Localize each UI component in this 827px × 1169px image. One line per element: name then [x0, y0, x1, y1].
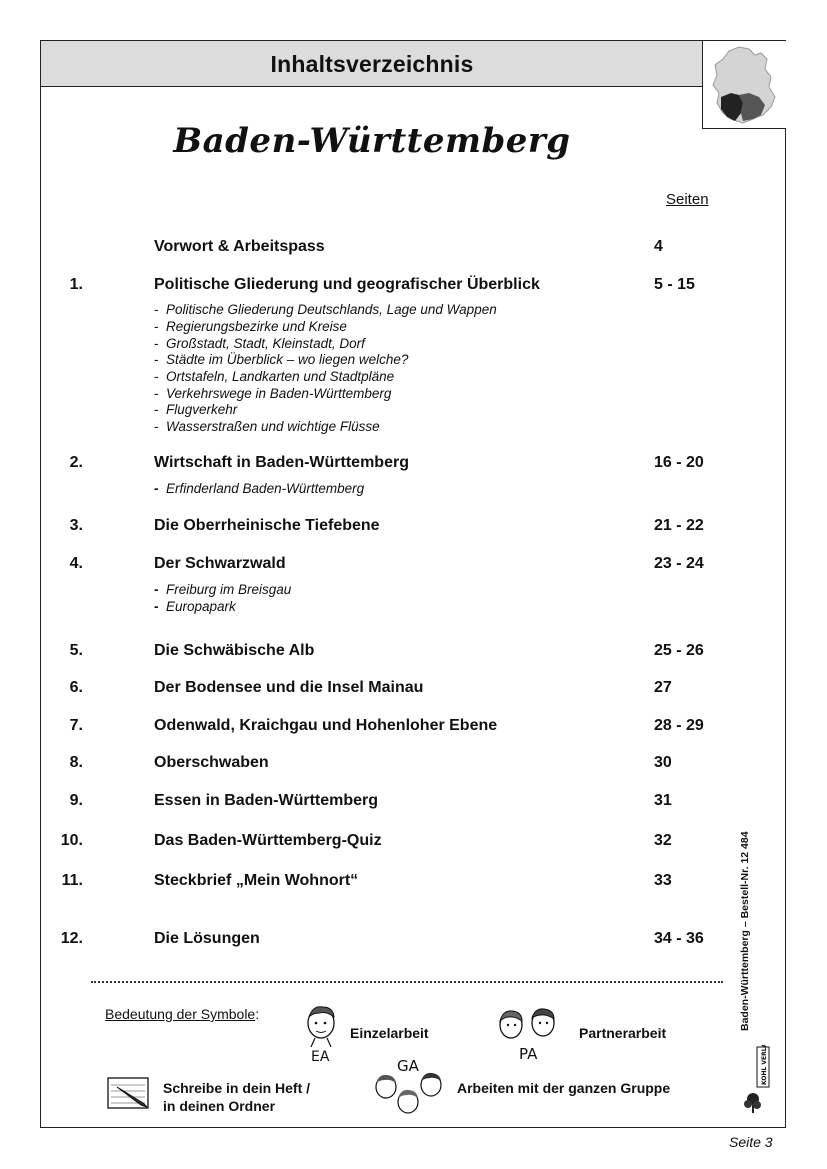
toc-subitem: - Flugverkehr	[154, 402, 238, 417]
toc-title: Die Oberrheinische Tiefebene	[154, 517, 380, 534]
legend-label: Bedeutung der Symbole:	[105, 1006, 260, 1022]
toc-title: Politische Gliederung und geografischer Überblick	[154, 276, 540, 293]
toc-pages: 31	[654, 792, 672, 809]
toc-pages: 23 - 24	[654, 555, 704, 572]
main-title: Baden-Württemberg	[173, 121, 571, 161]
toc-entry-1[interactable]	[41, 276, 741, 298]
partner-work-icon	[493, 1005, 565, 1068]
toc-entry-foreword[interactable]	[41, 238, 741, 260]
toc-pages: 33	[654, 872, 672, 889]
toc-subitem: - Regierungsbezirke und Kreise	[154, 319, 347, 334]
toc-pages: 28 - 29	[654, 717, 704, 734]
toc-number: 7.	[69, 717, 83, 734]
toc-subitem: - Verkehrswege in Baden-Württemberg	[154, 386, 392, 401]
dotted-divider	[91, 981, 723, 983]
header-bar	[41, 41, 703, 87]
toc-title: Wirtschaft in Baden-Württemberg	[154, 454, 409, 471]
toc-subitem: - Politische Gliederung Deutschlands, Lage und Wappen	[154, 302, 497, 317]
toc-pages: 4	[654, 238, 663, 255]
notebook-pen-icon	[107, 1077, 151, 1116]
toc-title: Der Schwarzwald	[154, 555, 286, 572]
toc-pages: 21 - 22	[654, 517, 704, 534]
germany-map-icon	[709, 45, 781, 125]
group-work-label: Arbeiten mit der ganzen Gruppe	[457, 1080, 671, 1096]
toc-subitem: - Europapark	[154, 599, 236, 614]
toc-title: Vorwort & Arbeitspass	[154, 238, 325, 255]
map-box	[702, 41, 786, 129]
pages-heading: Seiten	[666, 191, 709, 208]
toc-number: 5.	[69, 642, 83, 659]
page-number: Seite 3	[729, 1134, 773, 1150]
toc-title: Die Schwäbische Alb	[154, 642, 315, 659]
toc-title: Oberschwaben	[154, 754, 269, 771]
toc-number: 1.	[69, 276, 83, 293]
toc-subitem: - Wasserstraßen und wichtige Flüsse	[154, 419, 380, 434]
toc-pages: 16 - 20	[654, 454, 704, 471]
toc-subitem: - Ortstafeln, Landkarten und Stadtpläne	[154, 369, 395, 384]
notebook-label-line1: Schreibe in dein Heft /	[163, 1080, 311, 1096]
page-frame	[40, 40, 786, 1128]
svg-text:PA: PA	[519, 1045, 538, 1063]
toc-pages: 5 - 15	[654, 276, 695, 293]
toc-number: 4.	[69, 555, 83, 572]
toc-number: 8.	[69, 754, 83, 771]
toc-title: Odenwald, Kraichgau und Hohenloher Ebene	[154, 717, 498, 734]
toc-number: 12.	[60, 930, 83, 947]
toc-entry-7[interactable]	[41, 717, 741, 739]
svg-text:GA: GA	[397, 1057, 419, 1075]
toc-title: Der Bodensee und die Insel Mainau	[154, 679, 424, 696]
toc-entry-4[interactable]	[41, 555, 741, 577]
header-title: Inhaltsverzeichnis	[270, 51, 474, 77]
toc-number: 2.	[69, 454, 83, 471]
toc-number: 10.	[60, 832, 83, 849]
toc-subitem: - Großstadt, Stadt, Kleinstadt, Dorf	[154, 336, 365, 351]
notebook-label-line2: in deinen Ordner	[163, 1098, 276, 1114]
toc-pages: 30	[654, 754, 672, 771]
toc-entry-8[interactable]	[41, 754, 741, 776]
order-number-sidebar: Baden-Württemberg – Bestell-Nr. 12 484	[739, 831, 751, 1031]
single-work-label: Einzelarbeit	[350, 1025, 429, 1041]
toc-pages: 25 - 26	[654, 642, 704, 659]
toc-entry-3[interactable]	[41, 517, 741, 539]
toc-entry-6[interactable]	[41, 679, 741, 701]
toc-subitem: - Freiburg im Breisgau	[154, 582, 292, 597]
toc-entry-5[interactable]	[41, 642, 741, 664]
toc-title: Steckbrief „Mein Wohnort“	[154, 872, 359, 889]
publisher-name: KOHL VERLAG	[761, 1045, 768, 1085]
toc-subitem: - Städte im Überblick – wo liegen welche?	[154, 352, 409, 367]
toc-entry-11[interactable]	[41, 872, 741, 894]
toc-subitem: - Erfinderland Baden-Württemberg	[154, 481, 365, 496]
toc-entry-12[interactable]	[41, 930, 741, 952]
toc-entry-10[interactable]	[41, 832, 741, 854]
publisher-tree-icon	[744, 1093, 761, 1113]
toc-number: 6.	[69, 679, 83, 696]
toc-pages: 27	[654, 679, 672, 696]
toc-number: 3.	[69, 517, 83, 534]
publisher-logo	[743, 1045, 773, 1120]
toc-entry-2[interactable]	[41, 454, 741, 476]
toc-title: Die Lösungen	[154, 930, 260, 947]
toc-title: Essen in Baden-Württemberg	[154, 792, 379, 809]
toc-pages: 32	[654, 832, 672, 849]
svg-text:EA: EA	[311, 1049, 330, 1065]
single-work-icon	[301, 1003, 341, 1070]
toc-number: 11.	[61, 872, 83, 889]
toc-number: 9.	[69, 792, 83, 809]
toc-title: Das Baden-Württemberg-Quiz	[154, 832, 382, 849]
partner-work-label: Partnerarbeit	[579, 1025, 667, 1041]
toc-entry-9[interactable]	[41, 792, 741, 814]
toc-pages: 34 - 36	[654, 930, 704, 947]
group-work-icon	[371, 1053, 447, 1122]
